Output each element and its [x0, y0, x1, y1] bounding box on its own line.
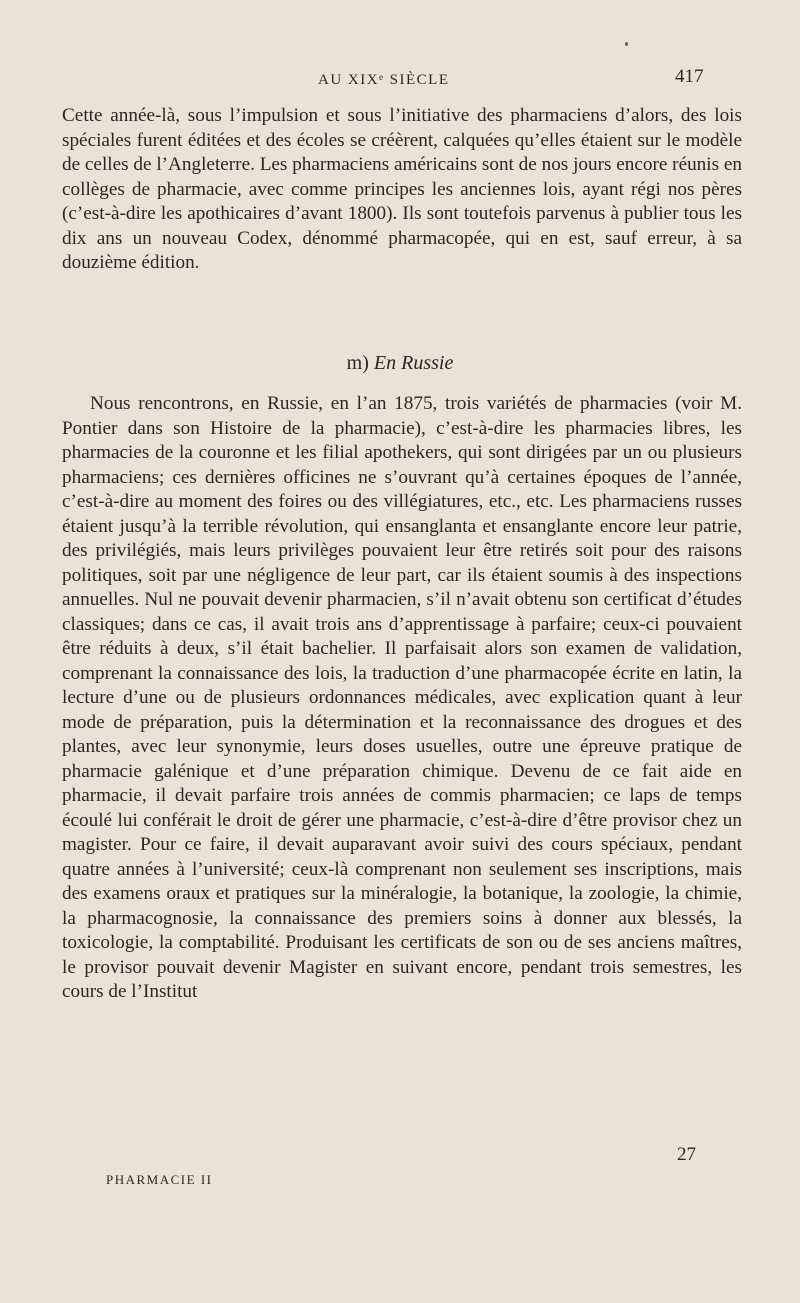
signature-mark: PHARMACIE II [106, 1172, 213, 1187]
section-heading [0, 352, 800, 375]
section-heading-title: En Russie [373, 352, 454, 374]
running-title: AU XIXᵉ SIÈCLE [318, 72, 450, 88]
paragraph-2-text: Nous rencontrons, en Russie, en l’an 1875, trois variétés de pharmacies (voir M. Pontier dans son Histoire de la pharmacie), c’est-à-dire les pharmacies libres, les pharmacies de la couronne et les filial apothekers, qui sont dirigées par un ou plusieurs pharmaciens; ces dernières officines ne s’ouvrant qu’à certaines époques de l’année, c’est-à-dire au moment des foires ou des villégiatures, etc., etc. Les pharmaciens russes étaient jusqu’à la terrible révolution, qui ensanglanta et ensanglante encore leur patrie, des privilégiés, mais leurs privilèges pouvaient leur être retirés soit pour des raisons politiques, soit par une négligence de leur part, car ils étaient soumis à des inspections annuelles. Nul ne pouvait devenir pharmacien, s’il n’avait obtenu son certificat d’études classiques; dans ce cas, il avait trois ans d’apprentissage à parfaire; ceux-ci pouvaient être réduits à deux, s’il était bachelier. Il parfaisait alors son examen de validation, comprenant la connaissance des lois, la traduction d’une pharmacopée écrite en latin, la lecture d’une ou de plusieurs ordonnances médicales, avec explication quant à leur mode de préparation, puis la détermination et la reconnaissance des drogues et des plantes, avec leur synonymie, leurs doses usuelles, outre une épreuve pratique de pharmacie galénique et d’une préparation chimique. Devenu de ce fait aide en pharmacie, il devait parfaire trois années de commis pharmacien; ce laps de temps écoulé lui conférait le droit de gérer une pharmacie, c’est-à-dire d’être provisor chez un magister. Pour ce faire, il devait auparavant avoir suivi des cours spéciaux, pendant quatre années à l’université; ceux-là comprenant non seulement ses inscriptions, mais des examens oraux et pratiques sur la minéralogie, la botanique, la zoologie, la chimie, la pharmacognosie, la connaissance des premiers soins à donner aux blessés, la toxicologie, la comptabilité. Produisant les certificats de son ou de ses anciens maîtres, le provisor pouvait devenir Magister en suivant encore, pendant trois semestres, les cours de l’Institut [62, 393, 742, 1002]
signature-number: 27 [677, 1144, 696, 1165]
page-number: 417 [675, 66, 704, 87]
paragraph-2 [62, 392, 742, 1005]
paragraph-1-text: Cette année-là, sous l’impulsion et sous l’initiative des pharmaciens d’alors, des lois spéciales furent éditées et des écoles se créèrent, calquées qu’elles étaient sur le modèle de celles de l’Angleterre. Les pharmaciens américains sont de nos jours encore réunis en collèges de pharmacie, avec comme principes les anciennes lois, ayant régi nos pères (c’est-à-dire les apothicaires d’avant 1800). Ils sont toutefois parvenus à publier tous les dix ans un nouveau Codex, dénommé pharmacopée, qui en est, sauf erreur, à sa douzième édition. [62, 105, 742, 273]
paragraph-1 [62, 104, 742, 276]
paper-speck [625, 42, 628, 46]
section-heading-prefix: m) [346, 352, 369, 374]
page-header [0, 62, 800, 92]
